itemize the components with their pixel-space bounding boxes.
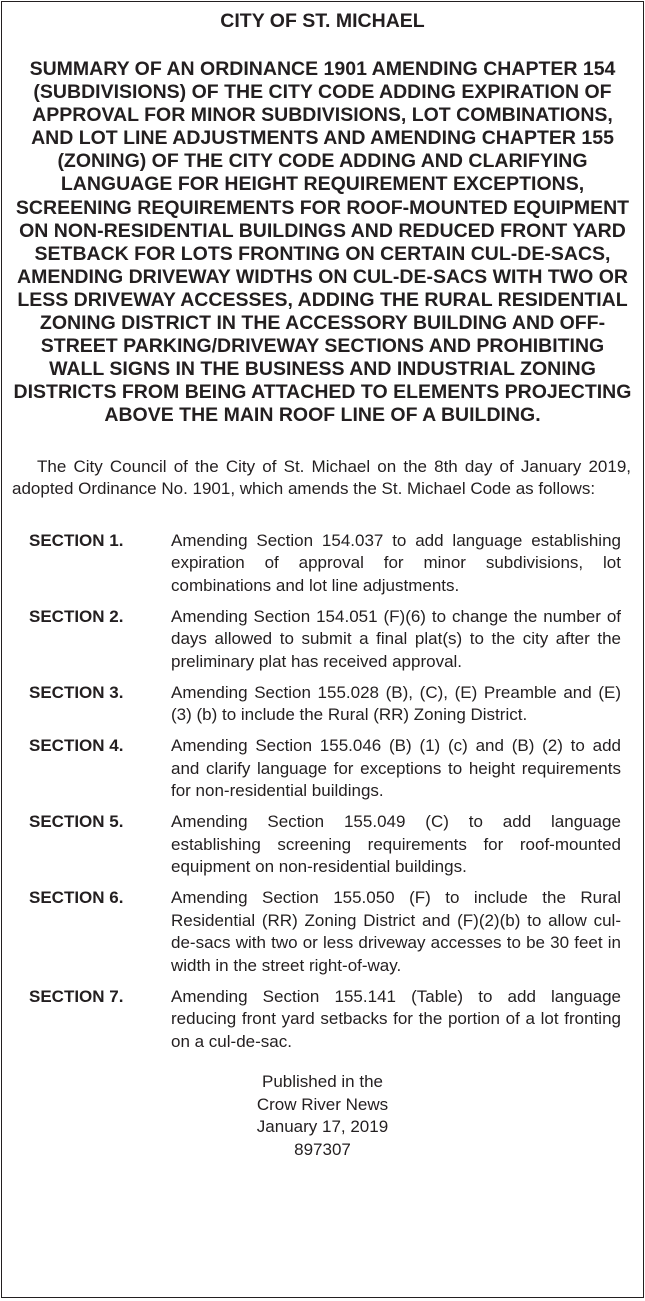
section-item	[12, 986, 633, 1054]
sections-list	[12, 530, 633, 1054]
section-label: SECTION 4.	[29, 736, 124, 755]
section-item	[12, 530, 633, 598]
section-text: Amending Section 155.028 (B), (C), (E) Preamble and (E) (3) (b) to include the Rural (RR) Zoning District.	[171, 682, 621, 724]
section-item	[12, 811, 633, 879]
section-label: SECTION 7.	[29, 986, 124, 1006]
section-label: SECTION 5.	[29, 812, 124, 831]
section-text: Amending Section 155.046 (B) (1) (c) and (B) (2) to add and clarify language for exceptions to height requirements for non-residential buildings.	[171, 736, 621, 800]
section-text: Amending Section 155.049 (C) to add language establishing screening requirements for roof-mounted equipment on non-residential buildings.	[171, 812, 621, 876]
intro-paragraph: The City Council of the City of St. Michael on the 8th day of January 2019, adopted Ordinance No. 1901, which amends the St. Michael Code as follows:	[12, 456, 631, 498]
publication-info	[12, 1071, 633, 1162]
newspaper-name: Crow River News	[256, 1094, 389, 1114]
section-text: Amending Section 154.037 to add language establishing expiration of approval for minor subdivisions, lot combinations and lot line adjustments.	[171, 530, 621, 595]
ordinance-summary-title: SUMMARY OF AN ORDINANCE 1901 AMENDING CHAPTER 154 (SUBDIVISIONS) OF THE CITY CODE ADDING EXPIRATION OF APPROVAL FOR MINOR SUBDIVISIONS, LOT COMBINATIONS, AND LOT LINE ADJUSTMENTS AND AMENDING CHAPTER 155 (ZONING) OF THE CITY CODE ADDING AND CLARIFYING LANGUAGE FOR HEIGHT REQUIREMENT EXCEPTIONS, SCREENING REQUIREMENTS FOR ROOF-MOUNTED EQUIPMENT ON NON-RESIDENTIAL BUILDINGS AND REDUCED FRONT YARD SETBACK FOR LOTS FRONTING ON CERTAIN CUL-DE-SACS, AMENDING DRIVEWAY WIDTHS ON CUL-DE-SACS WITH TWO OR LESS DRIVEWAY ACCESSES, ADDING THE RURAL RESIDENTIAL ZONING DISTRICT IN THE ACCESSORY BUILDING AND OFF-STREET PARKING/DRIVEWAY SECTIONS AND PROHIBITING WALL SIGNS IN THE BUSINESS AND INDUSTRIAL ZONING DISTRICTS FROM BEING ATTACHED TO ELEMENTS PROJECTING ABOVE THE MAIN ROOF LINE OF A BUILDING.	[13, 58, 632, 427]
section-label: SECTION 6.	[29, 888, 124, 907]
section-item	[12, 735, 633, 803]
section-label: SECTION 2.	[29, 606, 124, 626]
section-item	[12, 887, 633, 977]
city-title: CITY OF ST. MICHAEL	[220, 10, 425, 32]
section-text: Amending Section 155.141 (Table) to add language reducing front yard setbacks for the portion of a lot fronting on a cul-de-sac.	[171, 986, 621, 1051]
section-item	[12, 682, 633, 727]
legal-notice	[1, 1, 644, 1298]
publication-date: January 17, 2019	[256, 1117, 389, 1137]
section-text: Amending Section 155.050 (F) to include the Rural Residential (RR) Zoning District and (F)(2)(b) to allow cul-de-sacs with two or less driveway accesses to be 30 feet in width in the street right-of-way.	[171, 888, 621, 975]
published-in-label: Published in the	[262, 1072, 383, 1091]
section-label: SECTION 3.	[29, 682, 124, 702]
section-label: SECTION 1.	[29, 530, 124, 550]
section-text: Amending Section 154.051 (F)(6) to change the number of days allowed to submit a final plat(s) to the city after the preliminary plat has received approval.	[171, 606, 621, 671]
section-item	[12, 606, 633, 674]
notice-id: 897307	[294, 1140, 351, 1160]
